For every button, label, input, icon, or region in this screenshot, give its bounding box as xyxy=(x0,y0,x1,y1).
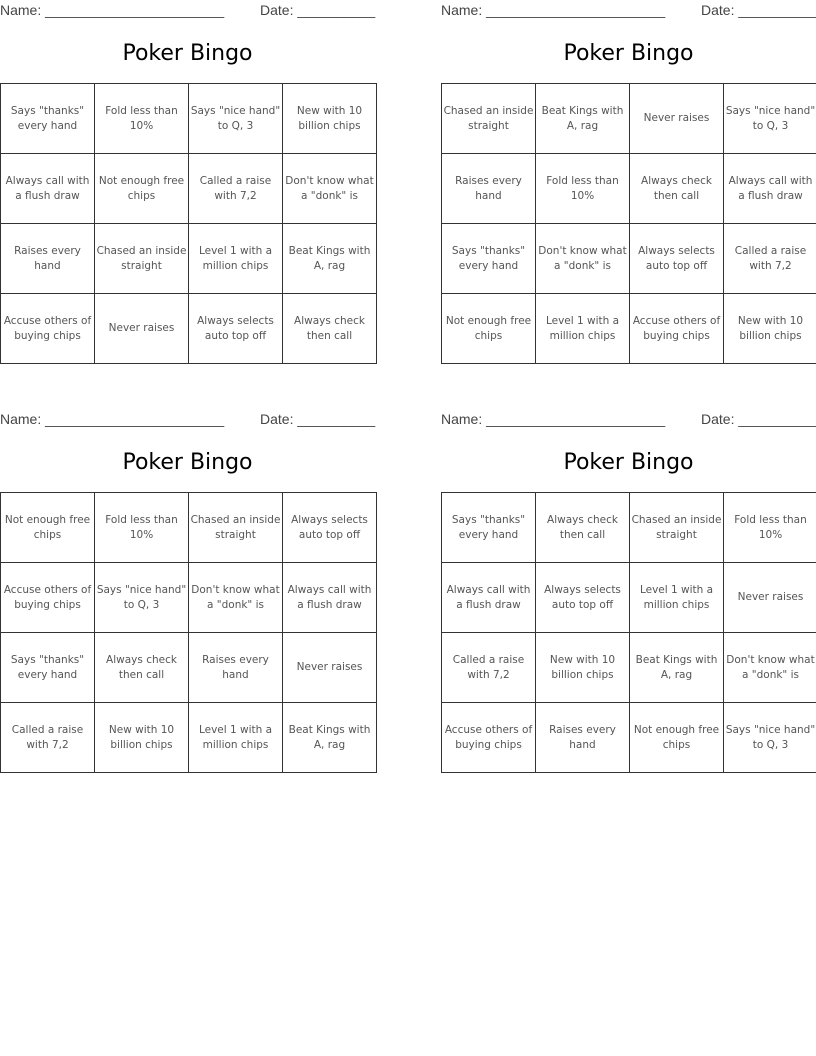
bingo-cell: Beat Kings with A, rag xyxy=(630,633,724,703)
bingo-cell: Always call with a flush draw xyxy=(442,563,536,633)
bingo-grid xyxy=(441,492,816,773)
bingo-cell: Raises every hand xyxy=(442,154,536,224)
grid-row xyxy=(1,563,377,633)
bingo-cell: Always selects auto top off xyxy=(189,294,283,364)
bingo-cell: New with 10 billion chips xyxy=(724,294,816,364)
bingo-card-2 xyxy=(441,0,816,342)
grid-row xyxy=(1,224,377,294)
bingo-cell: Always check then call xyxy=(283,294,377,364)
bingo-cell: Always selects auto top off xyxy=(536,563,630,633)
bingo-cell: Not enough free chips xyxy=(95,154,189,224)
grid-row xyxy=(442,224,816,294)
date-field-label: Date: __________ xyxy=(701,411,816,427)
grid-row xyxy=(1,154,377,224)
bingo-cell: Always selects auto top off xyxy=(630,224,724,294)
bingo-cell: Fold less than 10% xyxy=(95,84,189,154)
bingo-cell: New with 10 billion chips xyxy=(536,633,630,703)
name-field-label: Name: _______________________ xyxy=(0,2,225,18)
bingo-cell: Says "thanks" every hand xyxy=(442,493,536,563)
name-field-label: Name: _______________________ xyxy=(0,411,225,427)
bingo-cell: Raises every hand xyxy=(536,703,630,773)
bingo-cell: Always check then call xyxy=(630,154,724,224)
card-title: Poker Bingo xyxy=(563,450,694,475)
bingo-grid xyxy=(441,83,816,364)
bingo-cell: Never raises xyxy=(283,633,377,703)
bingo-cell: Called a raise with 7,2 xyxy=(724,224,816,294)
grid-row xyxy=(442,294,816,364)
bingo-cell: Always selects auto top off xyxy=(283,493,377,563)
card-header xyxy=(0,409,375,429)
bingo-cell: Level 1 with a million chips xyxy=(536,294,630,364)
bingo-cell: New with 10 billion chips xyxy=(283,84,377,154)
bingo-cell: New with 10 billion chips xyxy=(95,703,189,773)
grid-row xyxy=(442,703,816,773)
bingo-cell: Don't know what a "donk" is xyxy=(189,563,283,633)
grid-row xyxy=(442,493,816,563)
bingo-cell: Chased an inside straight xyxy=(189,493,283,563)
bingo-cell: Don't know what a "donk" is xyxy=(536,224,630,294)
bingo-grid xyxy=(0,83,377,364)
card-title: Poker Bingo xyxy=(122,41,253,66)
bingo-cell: Accuse others of buying chips xyxy=(630,294,724,364)
bingo-cell: Never raises xyxy=(724,563,816,633)
grid-row xyxy=(442,154,816,224)
bingo-cell: Says "thanks" every hand xyxy=(442,224,536,294)
bingo-cell: Beat Kings with A, rag xyxy=(283,224,377,294)
bingo-cell: Accuse others of buying chips xyxy=(1,294,95,364)
bingo-cell: Level 1 with a million chips xyxy=(189,224,283,294)
name-field-label: Name: _______________________ xyxy=(441,411,666,427)
card-title: Poker Bingo xyxy=(122,450,253,475)
bingo-cell: Don't know what a "donk" is xyxy=(283,154,377,224)
date-field-label: Date: __________ xyxy=(260,2,376,18)
grid-row xyxy=(1,703,377,773)
bingo-cell: Never raises xyxy=(630,84,724,154)
bingo-cell: Level 1 with a million chips xyxy=(630,563,724,633)
bingo-cell: Raises every hand xyxy=(1,224,95,294)
bingo-cell: Accuse others of buying chips xyxy=(1,563,95,633)
bingo-card-1 xyxy=(0,0,376,342)
bingo-cell: Chased an inside straight xyxy=(95,224,189,294)
bingo-cell: Beat Kings with A, rag xyxy=(283,703,377,773)
bingo-cell: Beat Kings with A, rag xyxy=(536,84,630,154)
bingo-cell: Never raises xyxy=(95,294,189,364)
name-field-label: Name: _______________________ xyxy=(441,2,666,18)
date-field-label: Date: __________ xyxy=(701,2,816,18)
card-title: Poker Bingo xyxy=(563,41,694,66)
bingo-cell: Not enough free chips xyxy=(442,294,536,364)
grid-row xyxy=(1,294,377,364)
bingo-cell: Fold less than 10% xyxy=(536,154,630,224)
bingo-cell: Accuse others of buying chips xyxy=(442,703,536,773)
bingo-cell: Not enough free chips xyxy=(1,493,95,563)
bingo-cell: Don't know what a "donk" is xyxy=(724,633,816,703)
card-header xyxy=(441,0,816,20)
bingo-grid xyxy=(0,492,377,773)
bingo-cell: Says "nice hand" to Q, 3 xyxy=(95,563,189,633)
bingo-card-4 xyxy=(441,409,816,751)
bingo-cell: Always call with a flush draw xyxy=(724,154,816,224)
bingo-cell: Says "nice hand" to Q, 3 xyxy=(724,703,816,773)
bingo-cell: Called a raise with 7,2 xyxy=(442,633,536,703)
grid-row xyxy=(442,84,816,154)
bingo-cell: Raises every hand xyxy=(189,633,283,703)
grid-row xyxy=(1,84,377,154)
bingo-cell: Fold less than 10% xyxy=(724,493,816,563)
card-header xyxy=(441,409,816,429)
bingo-cell: Always call with a flush draw xyxy=(1,154,95,224)
grid-row xyxy=(1,493,377,563)
bingo-cell: Always check then call xyxy=(536,493,630,563)
bingo-cell: Not enough free chips xyxy=(630,703,724,773)
bingo-cell: Chased an inside straight xyxy=(442,84,536,154)
bingo-cell: Called a raise with 7,2 xyxy=(1,703,95,773)
bingo-cell: Always call with a flush draw xyxy=(283,563,377,633)
bingo-cell: Chased an inside straight xyxy=(630,493,724,563)
bingo-card-3 xyxy=(0,409,376,751)
bingo-cell: Says "nice hand" to Q, 3 xyxy=(189,84,283,154)
bingo-cell: Always check then call xyxy=(95,633,189,703)
grid-row xyxy=(442,633,816,703)
bingo-cell: Says "thanks" every hand xyxy=(1,84,95,154)
grid-row xyxy=(1,633,377,703)
grid-row xyxy=(442,563,816,633)
bingo-cell: Called a raise with 7,2 xyxy=(189,154,283,224)
bingo-cell: Fold less than 10% xyxy=(95,493,189,563)
bingo-cell: Level 1 with a million chips xyxy=(189,703,283,773)
card-header xyxy=(0,0,375,20)
date-field-label: Date: __________ xyxy=(260,411,376,427)
bingo-cell: Says "thanks" every hand xyxy=(1,633,95,703)
bingo-cell: Says "nice hand" to Q, 3 xyxy=(724,84,816,154)
